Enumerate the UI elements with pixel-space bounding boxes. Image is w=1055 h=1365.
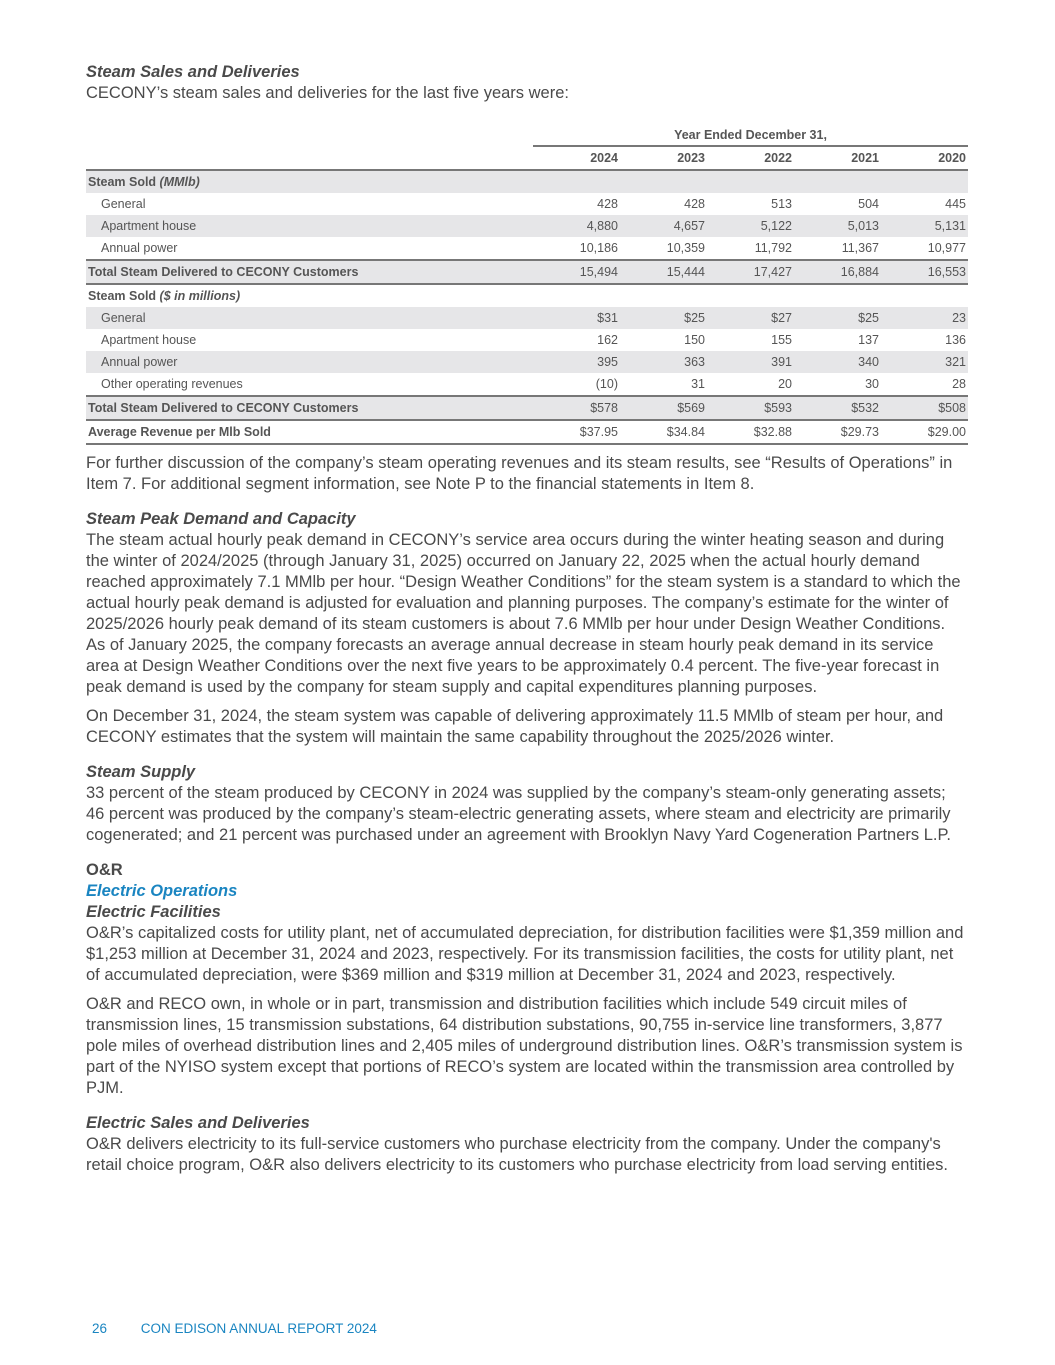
year-header: 2020 [881, 146, 968, 170]
electric-facilities-paragraph-2: O&R and RECO own, in whole or in part, transmission and distribution facilities which include 549 circuit miles of transmission lines, 15 transmission substations, 64 distribution substations, 90,755 in-service line transformers, 3,877 pole miles of overhead distribution lines and 2,405 miles of underground distribution lines. O&R’s transmission system is part of the NYISO system except that portions of RECO’s system are located within the transmission area controlled by PJM. [86, 995, 963, 1097]
table-row: Annual power 395 363 391 340 321 [86, 351, 968, 373]
total-row-revenue: Total Steam Delivered to CECONY Customers $578 $569 $593 $532 $508 [86, 396, 968, 420]
page-number: 26 [92, 1321, 108, 1336]
section-row-revenue: Steam Sold ($ in millions) [86, 284, 968, 307]
steam-sales-table [86, 124, 968, 445]
avg-revenue-row: Average Revenue per Mlb Sold $37.95 $34.84 $32.88 $29.73 $29.00 [86, 420, 968, 444]
table-row: General $31 $25 $27 $25 23 [86, 307, 968, 329]
page-content [86, 62, 968, 1176]
after-table-paragraph: For further discussion of the company’s steam operating revenues and its steam results, see “Results of Operations” in Item 7. For additional segment information, see Note P to the financial statements in Item 8. [86, 454, 953, 493]
electric-facilities-paragraph-1: O&R’s capitalized costs for utility plant, net of accumulated depreciation, for distribution facilities were $1,359 million and $1,253 million at December 31, 2024 and 2023, respectively. For its transmission facilities, the costs for utility plant, net of accumulated depreciation, were $369 million and $319 million at December 31, 2024 and 2023, respectively. [86, 924, 964, 984]
year-header: 2021 [794, 146, 881, 170]
steam-supply-paragraph: 33 percent of the steam produced by CECONY in 2024 was supplied by the company’s steam-only generating assets; 46 percent was produced by the company’s steam-electric generating assets, where steam and electricity are primarily cogenerated; and 21 percent was purchased under an agreement with Brooklyn Navy Yard Cogeneration Partners L.P. [86, 784, 951, 844]
section-heading-electric-facilities: Electric Facilities [86, 903, 221, 921]
table-row: Apartment house 162 150 155 137 136 [101, 333, 966, 347]
electric-sales-paragraph: O&R delivers electricity to its full-service customers who purchase electricity from the company. Under the company's retail choice program, O&R also delivers electricity to its customers who purchase electricity from load serving entities. [86, 1135, 948, 1174]
table-row: General 428 428 513 504 445 [101, 197, 966, 211]
year-header: 2024 [533, 146, 620, 170]
peak-demand-paragraph-2: On December 31, 2024, the steam system was capable of delivering approximately 11.5 MMlb of steam per hour, and CECONY estimates that the system will maintain the same capability throughout the 2025/2026 winter. [86, 707, 944, 746]
table-row: Apartment house 4,880 4,657 5,122 5,013 5,131 [86, 215, 968, 237]
section-heading-electric-sales: Electric Sales and Deliveries [86, 1114, 310, 1132]
year-header: 2023 [620, 146, 707, 170]
section-row-volume: Steam Sold (MMlb) [86, 170, 968, 193]
report-title: CON EDISON ANNUAL REPORT 2024 [140, 1321, 377, 1336]
page-footer [92, 1321, 407, 1336]
section-heading-electric-operations: Electric Operations [86, 882, 238, 900]
steam-sales-intro: CECONY’s steam sales and deliveries for the last five years were: [86, 84, 569, 102]
year-header: 2022 [707, 146, 794, 170]
peak-demand-paragraph-1: The steam actual hourly peak demand in CECONY’s service area occurs during the winter heating season and during the winter of 2024/2025 (through January 31, 2025) occurred on January 22, 2025 when the actual hourly demand reached approximately 7.1 MMlb per hour. “Design Weather Conditions” for the steam system is a standard to which the actual hourly peak demand is adjusted for evaluation and planning purposes. The company’s estimate for the winter of 2025/2026 hourly peak demand of its steam customers is about 7.6 MMlb per hour under Design Weather Conditions. As of January 2025, the company forecasts an average annual decrease in steam hourly peak demand in its service area at Design Weather Conditions over the next five years to be approximately 0.4 percent. The five-year forecast in peak demand is used by the company for steam supply and capital expenditures planning purposes. [86, 531, 961, 696]
section-heading-steam-supply: Steam Supply [86, 763, 196, 781]
section-heading-oandr: O&R [86, 861, 123, 879]
section-heading-steam-sales: Steam Sales and Deliveries [86, 63, 300, 81]
table-row: Annual power 10,186 10,359 11,792 11,367 10,977 [101, 241, 966, 255]
table-row: Other operating revenues (10) 31 20 30 28 [101, 377, 966, 391]
period-header: Year Ended December 31, [533, 124, 968, 146]
section-heading-peak-demand: Steam Peak Demand and Capacity [86, 510, 356, 528]
total-row-volume: Total Steam Delivered to CECONY Customers 15,494 15,444 17,427 16,884 16,553 [86, 260, 968, 284]
